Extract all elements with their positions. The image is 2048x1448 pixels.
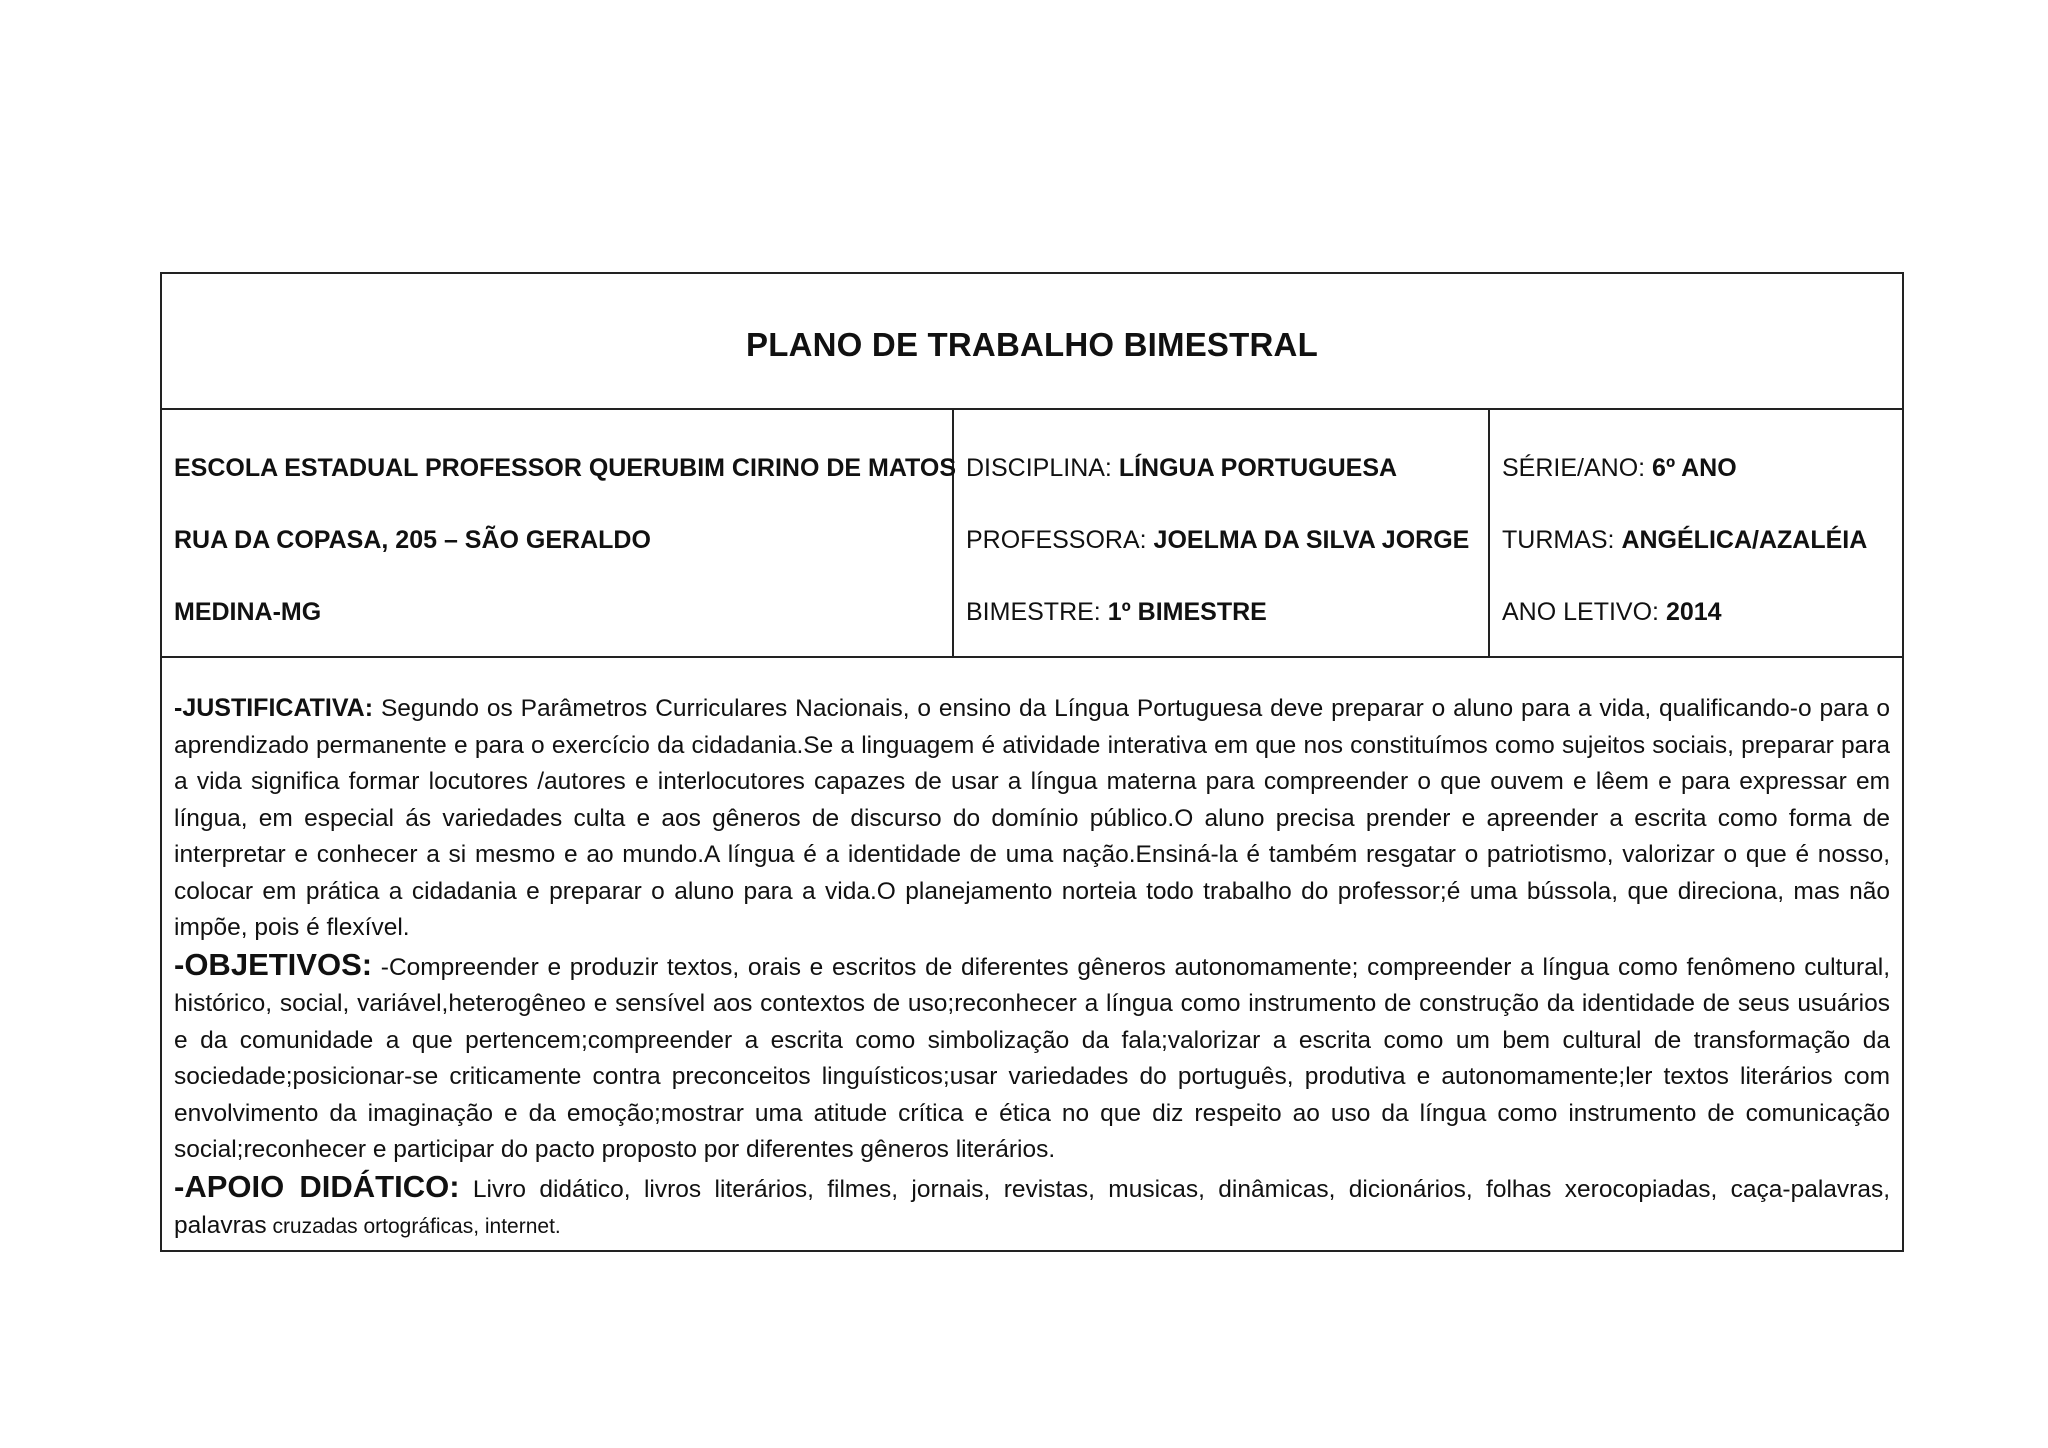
- bimester-line: [966, 592, 1476, 664]
- school-city: MEDINA-MG: [174, 598, 322, 626]
- discipline-line: [966, 448, 1476, 520]
- year-line: [1502, 592, 1890, 664]
- justificativa-section: [174, 690, 1890, 947]
- grade-label: SÉRIE/ANO:: [1502, 454, 1653, 482]
- course-info-column: [954, 410, 1490, 656]
- objetivos-text: -Compreender e produzir textos, orais e escritos de diferentes gêneros autonomamente; compreender a língua como fenômeno cultural, histórico, social, variável,heterogêneo e sensível aos contextos de uso;reconhecer a língua como instrumento de construção da identidade de seus usuários e da comunidade a que pertencem;compreender a escrita como simbolização da fala;valorizar a escrita como um bem cultural de transformação da sociedade;posicionar-se criticamente contra preconceitos linguísticos;usar variedades do português, produtiva e autonomamente;ler textos literários com envolvimento da imaginação e da emoção;mostrar uma atitude crítica e ética no que diz respeito ao uso da língua como instrumento de comunicação social;reconhecer e participar do pacto proposto por diferentes gêneros literários.: [174, 953, 1890, 1163]
- teacher-value: JOELMA DA SILVA JORGE: [1153, 526, 1470, 554]
- plan-table: [160, 272, 1904, 1252]
- year-value: 2014: [1665, 598, 1722, 626]
- school-name: ESCOLA ESTADUAL PROFESSOR QUERUBIM CIRINO DE MATOS: [174, 454, 956, 482]
- discipline-value: LÍNGUA PORTUGUESA: [1118, 454, 1398, 482]
- teacher-line: [966, 520, 1476, 592]
- apoio-label: -APOIO DIDÁTICO:: [174, 1168, 460, 1204]
- apoio-section: [174, 1169, 1890, 1246]
- grade-line: [1502, 448, 1890, 520]
- apoio-text: Livro didático, livros literários, filmes, jornais, revistas, musicas, dinâmicas, dicionários, folhas xerocopiadas, caça-palavras, palavras: [174, 1175, 1890, 1239]
- apoio-tail: cruzadas ortográficas, internet.: [266, 1215, 561, 1238]
- title-row: [162, 274, 1902, 410]
- class-info-column: [1490, 410, 1902, 656]
- bimester-value: 1º BIMESTRE: [1107, 598, 1267, 626]
- justificativa-text: Segundo os Parâmetros Curriculares Nacionais, o ensino da Língua Portuguesa deve preparar o aluno para a vida, qualificando-o para o aprendizado permanente e para o exercício da cidadania.Se a linguagem é atividade interativa em que nos constituímos como sujeitos sociais, preparar para a vida significa formar locutores /autores e interlocutores capazes de usar a língua materna para compreender o que ouvem e lêem e para expressar em língua, em especial ás variedades culta e aos gêneros de discurso do domínio público.O aluno precisa prender e apreender a escrita como forma de interpretar e conhecer a si mesmo e ao mundo.A língua é a identidade de uma nação.Ensiná-la é também resgatar o patriotismo, valorizar o que é nosso, colocar em prática a cidadania e preparar o aluno para a vida.O planejamento norteia todo trabalho do professor;é uma bússola, que direciona, mas não impõe, pois é flexível.: [174, 695, 1890, 941]
- school-info-column: [162, 410, 954, 656]
- justificativa-label: -JUSTIFICATIVA:: [174, 694, 374, 722]
- objetivos-section: [174, 947, 1890, 1169]
- document-title: PLANO DE TRABALHO BIMESTRAL: [746, 326, 1318, 363]
- objetivos-label: -OBJETIVOS:: [174, 946, 373, 982]
- teacher-label: PROFESSORA:: [966, 526, 1154, 554]
- grade-value: 6º ANO: [1652, 454, 1737, 482]
- content-cell: [162, 658, 1902, 1250]
- classes-value: ANGÉLICA/AZALÉIA: [1621, 526, 1868, 554]
- school-address: RUA DA COPASA, 205 – SÃO GERALDO: [174, 526, 651, 554]
- classes-label: TURMAS:: [1502, 526, 1622, 554]
- bimester-label: BIMESTRE:: [966, 598, 1108, 626]
- year-label: ANO LETIVO:: [1502, 598, 1666, 626]
- discipline-label: DISCIPLINA:: [966, 454, 1119, 482]
- classes-line: [1502, 520, 1890, 592]
- info-row: [162, 410, 1902, 658]
